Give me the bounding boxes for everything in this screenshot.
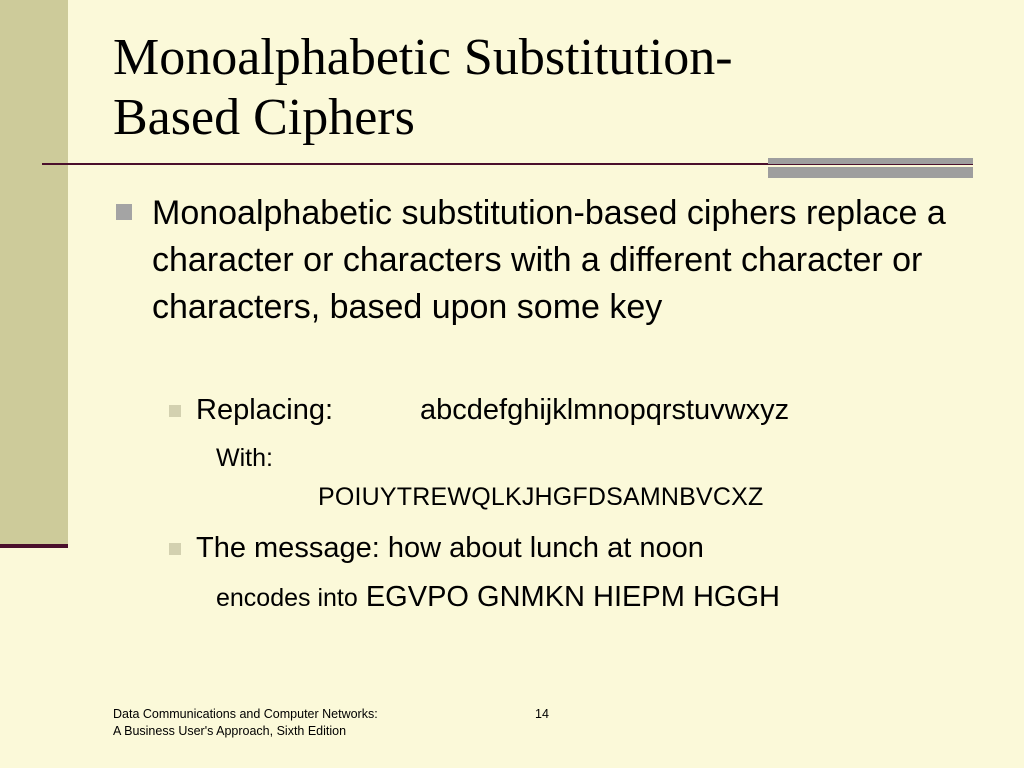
replacing-label: Replacing: xyxy=(196,394,334,426)
left-sidebar-bar xyxy=(0,0,68,546)
square-bullet-icon xyxy=(169,405,181,417)
encodes-label: encodes into xyxy=(216,584,358,612)
slide-title-line1: Monoalphabetic Substitution- xyxy=(113,29,733,86)
footer-line1: Data Communications and Computer Networks: xyxy=(113,707,378,721)
left-divider-rule xyxy=(0,544,68,548)
sub-bullet-replacing xyxy=(196,392,790,428)
title-accent-bars xyxy=(768,158,973,178)
with-label: With: xyxy=(216,444,273,472)
main-bullet xyxy=(152,190,972,331)
slide-title xyxy=(113,28,993,148)
footer-book-title xyxy=(113,706,378,740)
footer-line2: A Business User's Approach, Sixth Edition xyxy=(113,724,347,738)
slide-title-line2: Based Ciphers xyxy=(113,89,415,146)
encoded-message: EGVPO GNMKN HIEPM HGGH xyxy=(365,581,780,613)
page-number: 14 xyxy=(535,707,549,721)
cipher-alphabet: POIUYTREWQLKJHGFDSAMNBVCXZ xyxy=(318,483,764,511)
square-bullet-icon xyxy=(169,543,181,555)
encoded-line xyxy=(216,580,780,615)
square-bullet-icon xyxy=(116,204,132,220)
main-bullet-text: Monoalphabetic substitution-based ciphers replace a character or characters with a different character or characters, based upon some key xyxy=(152,194,946,326)
plaintext-alphabet: abcdefghijklmnopqrstuvwxyz xyxy=(420,394,790,426)
message-text: The message: how about lunch at noon xyxy=(196,532,704,564)
sub-bullet-message xyxy=(196,530,704,566)
